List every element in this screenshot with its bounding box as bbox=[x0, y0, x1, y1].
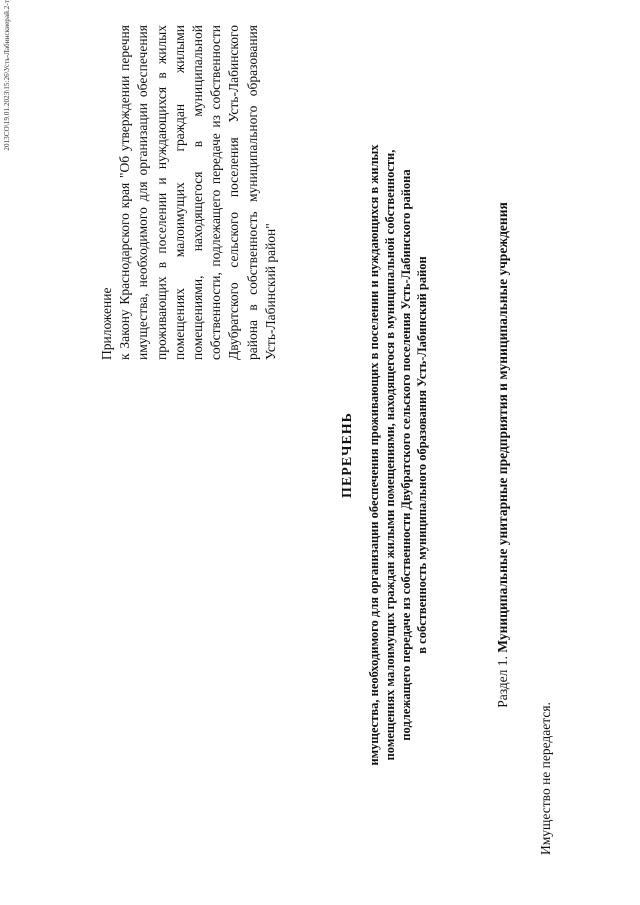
section-number: Раздел 1. bbox=[495, 656, 510, 708]
title-block bbox=[340, 45, 430, 865]
document-subtitle: имущества, необходимого для организации обеспечения проживающих в поселении и нуждающихся в жилых помещениях малоимущих граждан жилыми помещениями, находящегося в муниципальной собственности, подлежащего передаче из собственности Двубратского сельского поселения Усть-Лабинского района в собственность муниципального образования Усть-Лабинский район bbox=[367, 144, 429, 766]
appendix-block bbox=[98, 25, 280, 360]
section-name: Муниципальные унитарные предприятия и муниципальные учреждения bbox=[495, 202, 510, 653]
section-note: Имущество не передается. bbox=[538, 702, 553, 855]
section-heading bbox=[495, 45, 511, 865]
document-title: ПЕРЕЧЕНЬ bbox=[340, 412, 355, 498]
appendix-body: к Закону Краснодарского края "Об утверждении перечня имущества, необходимого для организации обеспечения проживающих в поселении и нуждающихся в жилых помещениях малоимущих граждан жилыми помещениями, находящегося в муниципальной собственности, подлежащего передаче из собственности Двубратского сельского поселения Усть-Лабинского района в собственность муниципального образования Усть-Лабинский район" bbox=[117, 25, 278, 360]
document-stamp: 2013СО\19.01.2023\15:26\Усть-Лабинскиерай.2-т bbox=[3, 0, 11, 151]
appendix-heading: Приложение bbox=[99, 287, 114, 360]
